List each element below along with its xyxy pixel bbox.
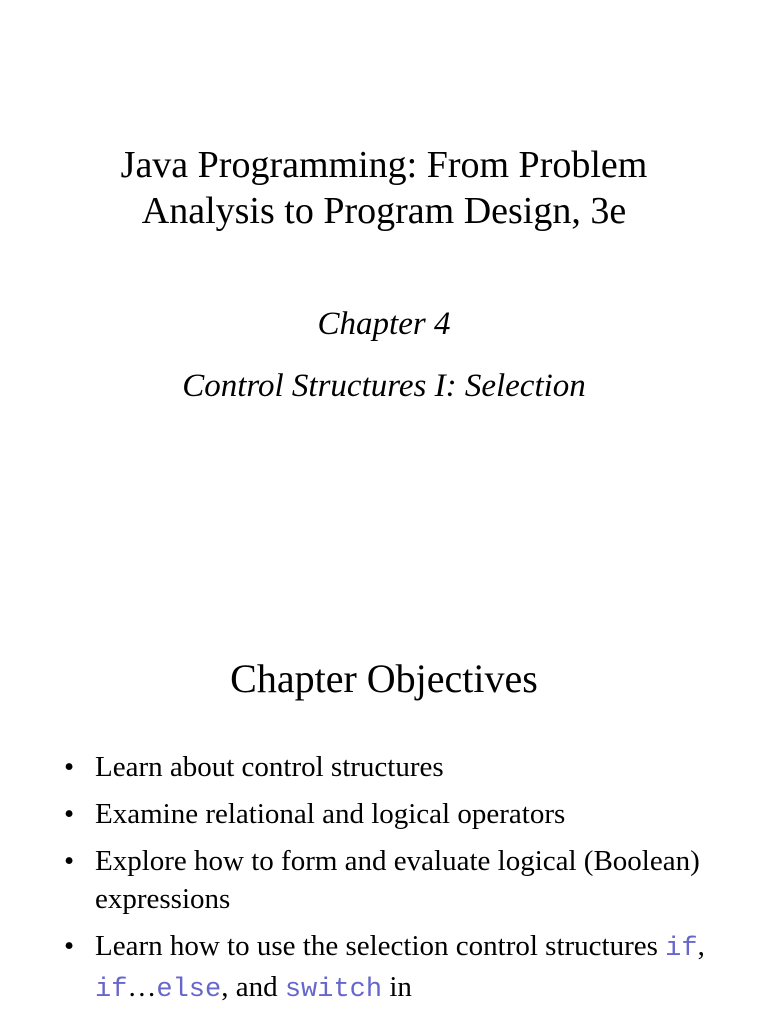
code-keyword-if: if — [665, 934, 698, 964]
separator: , — [697, 930, 705, 962]
code-keyword-if-else-if: if — [95, 975, 128, 1005]
objective-text: Examine relational and logical operators — [95, 798, 566, 830]
bullet-icon: • — [64, 845, 75, 877]
ellipsis: … — [127, 971, 157, 1003]
slide-title-line-1: Java Programming: From Problem — [120, 144, 648, 186]
objective-item — [60, 842, 720, 918]
slide-title — [0, 142, 768, 234]
slide-title-line-2: Analysis to Program Design, 3e — [141, 190, 627, 232]
bullet-icon: • — [64, 798, 75, 830]
separator: , and — [221, 971, 285, 1003]
objective-item — [60, 927, 720, 1009]
objective-text: Explore how to form and evaluate logical (Boolean) expressions — [95, 845, 700, 915]
objectives-heading: Chapter Objectives — [230, 656, 538, 701]
bullet-icon: • — [64, 930, 75, 962]
objective-text-after: in — [382, 971, 412, 1003]
objective-text-before: Learn how to use the selection control structures — [95, 930, 666, 962]
objective-item — [60, 795, 720, 833]
objective-text: Learn about control structures — [95, 751, 444, 783]
objectives-list — [60, 748, 720, 1018]
objective-item — [60, 748, 720, 786]
code-keyword-switch: switch — [284, 975, 383, 1005]
bullet-icon: • — [64, 751, 75, 783]
chapter-number: Chapter 4 — [317, 306, 451, 342]
chapter-topic: Control Structures I: Selection — [182, 368, 586, 404]
code-keyword-if-else-else: else — [156, 975, 222, 1005]
